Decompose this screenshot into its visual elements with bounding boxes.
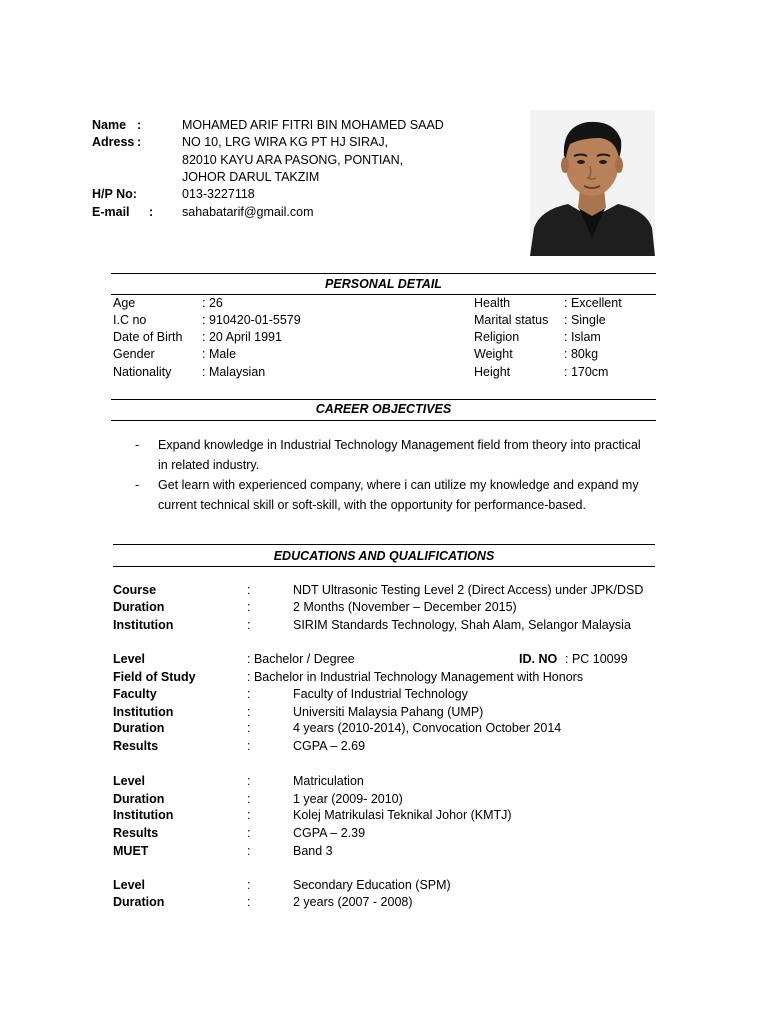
full-name: MOHAMED ARIF FITRI BIN MOHAMED SAAD — [182, 118, 444, 132]
marital-value: : Single — [564, 313, 606, 327]
dob-value: : 20 April 1991 — [202, 330, 282, 344]
colon: : — [247, 739, 251, 753]
institution-value: Universiti Malaysia Pahang (UMP) — [293, 705, 484, 719]
section-rule-bottom — [111, 420, 656, 421]
address-line: 82010 KAYU ARA PASONG, PONTIAN, — [182, 153, 404, 167]
personal-detail-title: PERSONAL DETAIL — [325, 277, 442, 291]
colon: : — [247, 721, 251, 735]
name-colon: : — [137, 118, 142, 132]
profile-photo — [530, 110, 655, 256]
muet-value: Band 3 — [293, 844, 333, 858]
section-rule-bottom — [113, 566, 655, 567]
address-colon: : — [137, 135, 142, 149]
age-value: : 26 — [202, 296, 223, 310]
institution-value: SIRIM Standards Technology, Shah Alam, Selangor Malaysia — [293, 618, 631, 632]
section-rule-top — [111, 273, 656, 274]
id-label: ID. NO — [519, 652, 558, 666]
health-label: Health — [474, 296, 511, 310]
course-label: Course — [113, 583, 157, 597]
colon: : — [247, 687, 251, 701]
duration-label: Duration — [113, 895, 165, 909]
institution-label: Institution — [113, 618, 174, 632]
results-value: CGPA – 2.39 — [293, 826, 366, 840]
level-label: Level — [113, 774, 145, 788]
level-label: Level — [113, 652, 145, 666]
religion-value: : Islam — [564, 330, 601, 344]
field-label: Field of Study — [113, 670, 196, 684]
colon: : — [247, 792, 251, 806]
level-value: Matriculation — [293, 774, 364, 788]
phone-label: H/P No: — [92, 187, 137, 201]
duration-value: 2 years (2007 - 2008) — [293, 895, 413, 909]
bullet: - — [135, 478, 140, 492]
health-value: : Excellent — [564, 296, 622, 310]
colon: : — [247, 878, 251, 892]
colon: : — [247, 618, 251, 632]
colon: : — [247, 826, 251, 840]
colon: : — [247, 774, 251, 788]
id-value: : PC 10099 — [565, 652, 628, 666]
level-value: Secondary Education (SPM) — [293, 878, 451, 892]
weight-label: Weight — [474, 347, 513, 361]
objective-line: Get learn with experienced company, where i can utilize my knowledge and expand my — [158, 478, 639, 492]
colon: : — [247, 600, 251, 614]
objective-line: Expand knowledge in Industrial Technology Management field from theory into practical — [158, 438, 641, 452]
bullet: - — [135, 438, 140, 452]
faculty-label: Faculty — [113, 687, 157, 701]
ic-label: I.C no — [113, 313, 147, 327]
nationality-label: Nationality — [113, 365, 172, 379]
ic-value: : 910420-01-5579 — [202, 313, 301, 327]
objective-line: current technical skill or soft-skill, with the opportunity for performance-based. — [158, 498, 586, 512]
section-rule-top — [113, 544, 655, 545]
gender-value: : Male — [202, 347, 237, 361]
institution-label: Institution — [113, 808, 174, 822]
colon: : — [247, 583, 251, 597]
results-label: Results — [113, 739, 159, 753]
address-line: NO 10, LRG WIRA KG PT HJ SIRAJ, — [182, 135, 389, 149]
muet-label: MUET — [113, 844, 149, 858]
faculty-value: Faculty of Industrial Technology — [293, 687, 468, 701]
email-colon: : — [149, 205, 154, 219]
level-label: Level — [113, 878, 145, 892]
level-value: : Bachelor / Degree — [247, 652, 355, 666]
results-value: CGPA – 2.69 — [293, 739, 366, 753]
duration-value: 4 years (2010-2014), Convocation October 2014 — [293, 721, 562, 735]
institution-value: Kolej Matrikulasi Teknikal Johor (KMTJ) — [293, 808, 512, 822]
duration-value: 1 year (2009- 2010) — [293, 792, 403, 806]
address-label: Adress — [92, 135, 135, 149]
colon: : — [247, 844, 251, 858]
duration-label: Duration — [113, 792, 165, 806]
objective-line: in related industry. — [158, 458, 260, 472]
religion-label: Religion — [474, 330, 520, 344]
colon: : — [247, 705, 251, 719]
career-objectives-title: CAREER OBJECTIVES — [315, 402, 452, 416]
name-label: Name — [92, 118, 127, 132]
duration-label: Duration — [113, 721, 165, 735]
height-label: Height — [474, 365, 511, 379]
colon: : — [247, 895, 251, 909]
dob-label: Date of Birth — [113, 330, 183, 344]
duration-label: Duration — [113, 600, 165, 614]
institution-label: Institution — [113, 705, 174, 719]
colon: : — [247, 808, 251, 822]
duration-value: 2 Months (November – December 2015) — [293, 600, 517, 614]
email-label: E-mail — [92, 205, 130, 219]
gender-label: Gender — [113, 347, 155, 361]
weight-value: : 80kg — [564, 347, 599, 361]
course-value: NDT Ultrasonic Testing Level 2 (Direct Access) under JPK/DSD — [293, 583, 644, 597]
age-label: Age — [113, 296, 136, 310]
results-label: Results — [113, 826, 159, 840]
section-rule-top — [111, 399, 656, 400]
education-title: EDUCATIONS AND QUALIFICATIONS — [273, 549, 495, 563]
field-value: : Bachelor in Industrial Technology Management with Honors — [247, 670, 584, 684]
phone-value: 013-3227118 — [182, 187, 255, 201]
nationality-value: : Malaysian — [202, 365, 266, 379]
email-value: sahabatarif@gmail.com — [182, 205, 314, 219]
marital-label: Marital status — [474, 313, 549, 327]
height-value: : 170cm — [564, 365, 609, 379]
address-line: JOHOR DARUL TAKZIM — [182, 170, 320, 184]
